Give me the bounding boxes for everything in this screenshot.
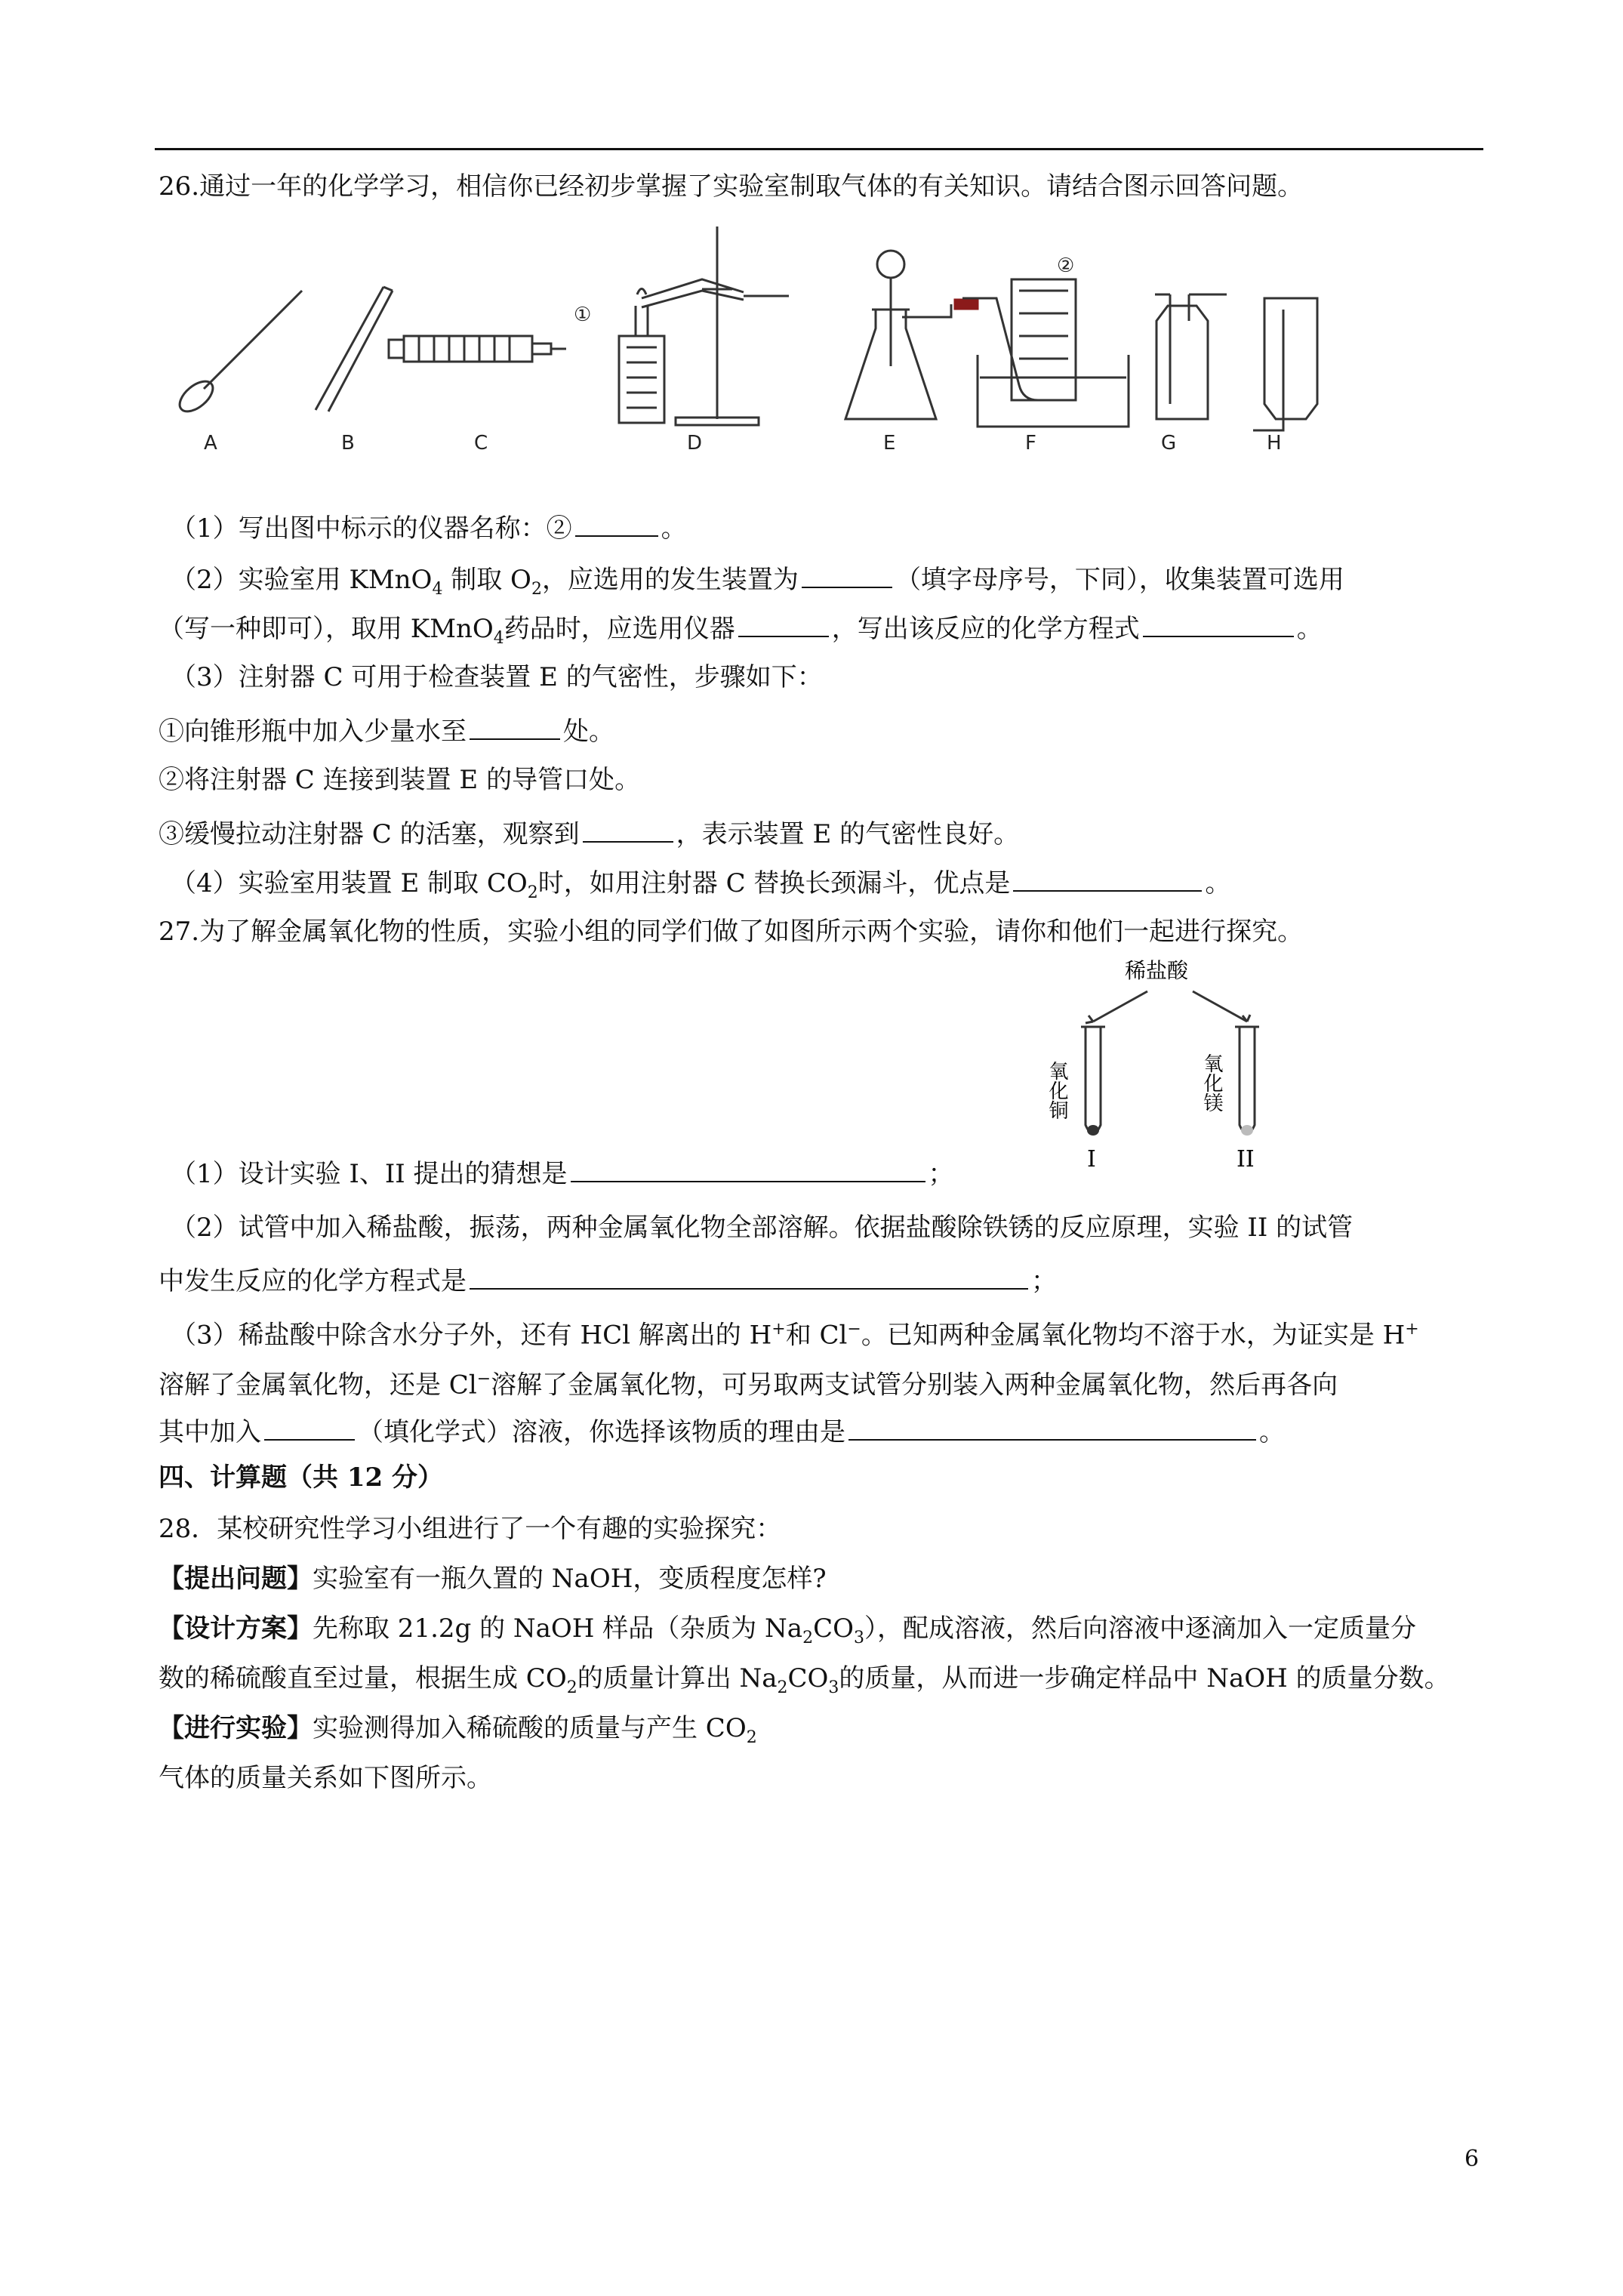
answer-blank[interactable] <box>1013 864 1202 892</box>
q26-step1: ①向锥形瓶中加入少量水至 处。 <box>159 713 614 747</box>
section-four-heading: 四、计算题（共 12 分） <box>159 1462 443 1493</box>
answer-blank[interactable] <box>848 1413 1256 1441</box>
figure-label-d: D <box>687 432 703 455</box>
q28-ask: 【提出问题】实验室有一瓶久置的 NaOH，变质程度怎样? <box>159 1564 827 1594</box>
page-number: 6 <box>1464 2146 1480 2172</box>
conical-flask-icon <box>845 251 978 419</box>
q28-experiment-line1: 【进行实验】实验测得加入稀硫酸的质量与产生 $CO_2$ <box>159 1713 757 1747</box>
label-dilute-hcl: 稀盐酸 <box>1125 958 1189 983</box>
answer-blank[interactable] <box>583 815 673 843</box>
q26-apparatus-figure <box>174 215 1351 457</box>
marker-2: ② <box>1057 254 1075 277</box>
marker-1: ① <box>574 304 592 326</box>
q27-stem: 27.为了解金属氧化物的性质，实验小组的同学们做了如图所示两个实验，请你和他们一起进行探究。 <box>159 917 1304 947</box>
q26-part2-line2: （写一种即可），取用 KMnO$_4$药品时，应选用仪器 ，写出该反应的化学方程式 。 <box>159 610 1323 655</box>
gas-bottle-g-icon <box>1155 294 1227 419</box>
magnesium-oxide-powder <box>1241 1125 1253 1136</box>
figure-label-e: E <box>883 432 896 455</box>
figure-label-g: G <box>1161 432 1177 455</box>
water-trough-icon <box>962 279 1129 427</box>
gas-bottle-h-icon <box>1253 298 1317 430</box>
q27-part3-line3: 其中加入 （填化学式）溶液，你选择该物质的理由是 。 <box>159 1413 1285 1448</box>
figure-label-a: A <box>204 432 217 455</box>
answer-blank[interactable] <box>571 1155 925 1182</box>
q27-part2-line1: （2）试管中加入稀盐酸，振荡，两种金属氧化物全部溶解。依据盐酸除铁锈的反应原理，实验 II 的试管 <box>171 1213 1354 1243</box>
answer-blank[interactable] <box>470 713 560 740</box>
answer-blank[interactable] <box>470 1262 1028 1290</box>
answer-blank[interactable] <box>802 561 892 588</box>
figure-label-c: C <box>474 432 488 455</box>
q28-stem: 28．某校研究性学习小组进行了一个有趣的实验探究： <box>159 1514 782 1544</box>
q28-plan-line2: 数的稀硫酸直至过量，根据生成 $CO_2$的质量计算出 $Na_2CO_3$的质量，从而进一步确定样品中 NaOH 的质量分数。 <box>159 1663 1450 1697</box>
tweezers-icon <box>316 287 393 411</box>
copper-oxide-powder <box>1087 1125 1099 1136</box>
q27-part3-line2: 溶解了金属氧化物，还是 Cl−溶解了金属氧化物，可另取两支试管分别装入两种金属氧化物，然后再各向 <box>159 1370 1338 1401</box>
figure-label-b: B <box>341 432 355 455</box>
q27-test-tube-figure <box>1034 955 1306 1174</box>
q28-experiment-line2: 气体的质量关系如下图所示。 <box>159 1763 492 1793</box>
label-magnesium-oxide: 氧化镁 <box>1200 1053 1223 1112</box>
answer-blank[interactable] <box>264 1413 355 1441</box>
answer-blank[interactable] <box>1143 610 1294 637</box>
label-copper-oxide: 氧化铜 <box>1046 1061 1068 1120</box>
answer-blank[interactable] <box>738 610 829 637</box>
syringe-icon <box>389 336 566 362</box>
q26-part3: （3）注射器 C 可用于检查装置 E 的气密性，步骤如下： <box>171 662 823 692</box>
q27-part2-line2: 中发生反应的化学方程式是 ； <box>159 1262 1057 1297</box>
figure-label-h: H <box>1267 432 1282 455</box>
q26-step3: ③缓慢拉动注射器 C 的活塞，观察到 ，表示装置 E 的气密性良好。 <box>159 815 1019 850</box>
q27-part3-line1: （3）稀盐酸中除含水分子外，还有 HCl 解离出的 H+和 Cl−。已知两种金属氧化物均不溶于水，为证实是 H+ <box>171 1320 1419 1351</box>
heating-apparatus-icon <box>619 227 789 425</box>
q26-stem: 26.通过一年的化学学习，相信你已经初步掌握了实验室制取气体的有关知识。请结合图示回答问题。 <box>159 171 1304 202</box>
q26-part4: （4）实验室用装置 E 制取 $CO_2$时，如用注射器 C 替换长颈漏斗，优点是 。 <box>171 864 1230 909</box>
spoon-icon <box>174 291 302 417</box>
q27-part1: （1）设计实验 I、II 提出的猜想是 ； <box>171 1155 954 1190</box>
label-experiment-i: I <box>1087 1146 1096 1173</box>
figure-label-f: F <box>1025 432 1036 455</box>
q26-part1: （1）写出图中标示的仪器名称：② 。 <box>171 510 687 544</box>
header-rule <box>155 148 1483 150</box>
label-experiment-ii: II <box>1236 1146 1255 1173</box>
answer-blank[interactable] <box>575 510 658 537</box>
q28-plan-line1: 【设计方案】先称取 21.2g 的 NaOH 样品（杂质为 $Na_2CO_3$），配成溶液，然后向溶液中逐滴加入一定质量分 <box>159 1613 1416 1647</box>
q26-part2-line1: （2）实验室用 KMnO$_4$ 制取 $O_2$，应选用的发生装置为 （填字母序号，下同），收集装置可选用 <box>171 561 1344 606</box>
q26-step2: ②将注射器 C 连接到装置 E 的导管口处。 <box>159 765 641 795</box>
